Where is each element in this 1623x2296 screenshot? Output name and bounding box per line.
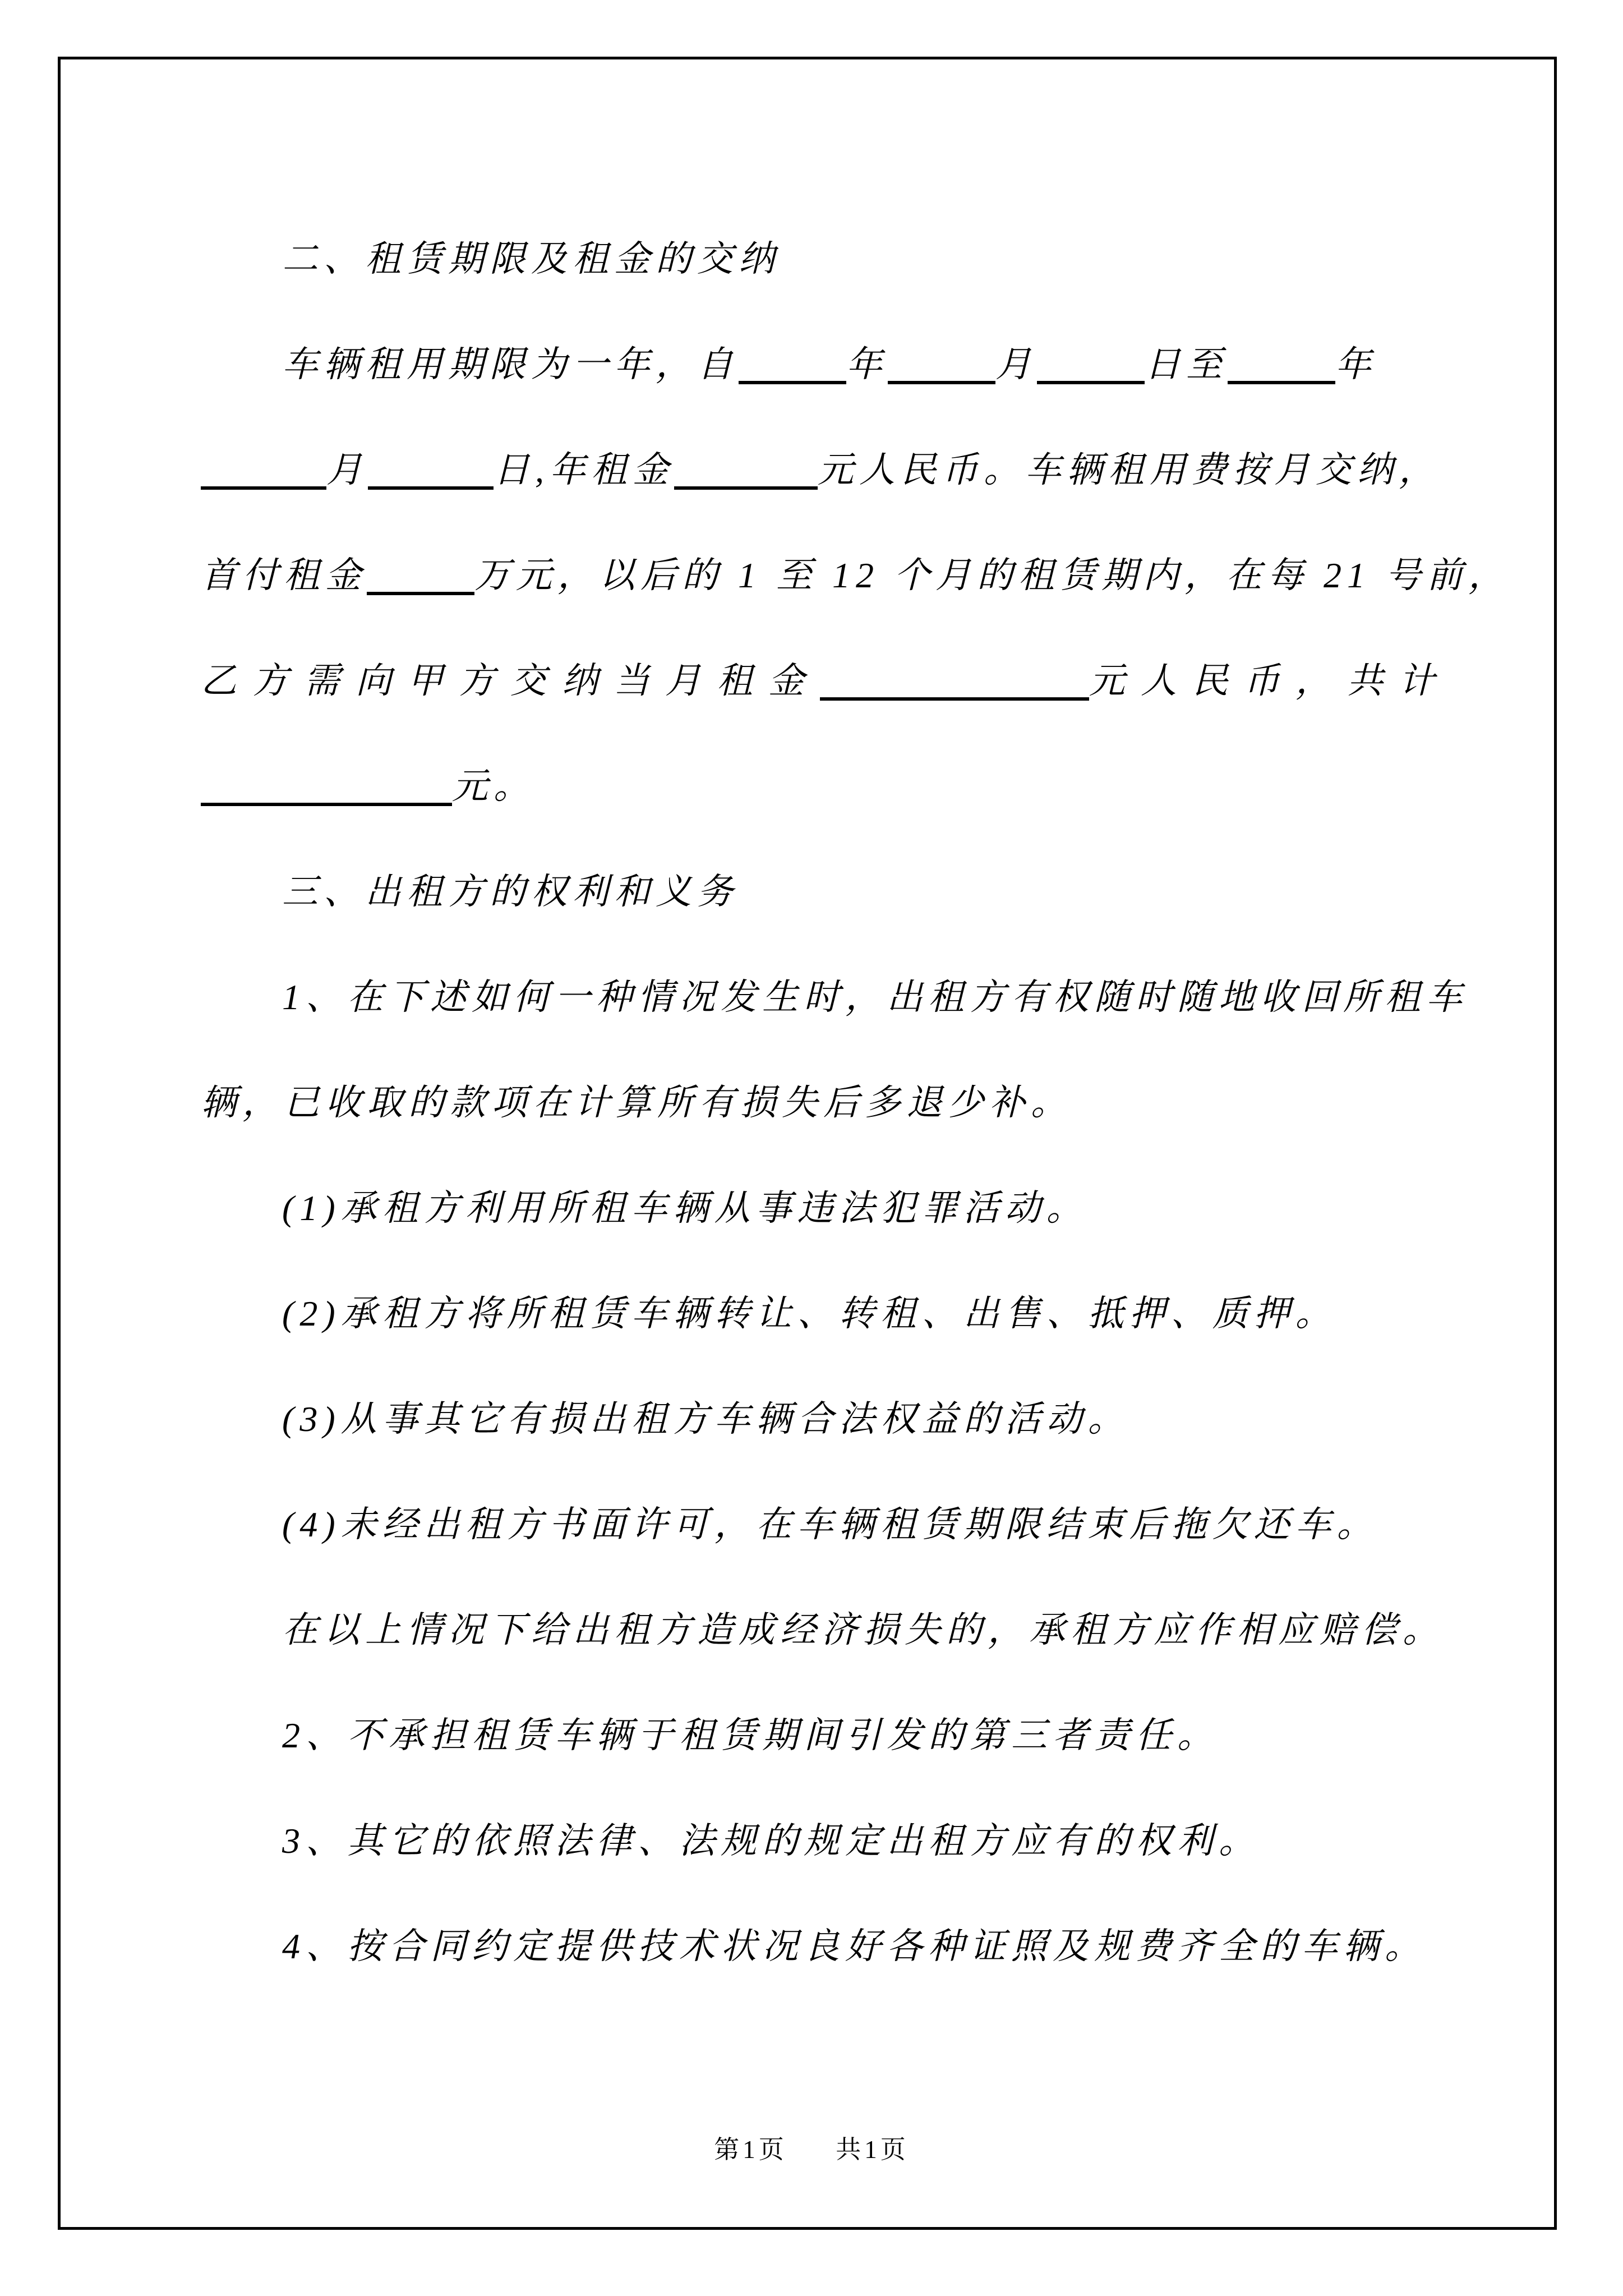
document-line [201,839,1440,945]
document-line [201,1683,1440,1788]
document-line [201,206,1440,312]
document-line [201,628,1450,734]
line-text: 4、按合同约定提供技术状况良好各种证照及规费齐全的车辆。 [282,1926,1426,1966]
line-text: 二、租赁期限及租金的交纳 [282,239,780,279]
fill-in-blank [674,486,818,490]
line-text: 1、在下述如何一种情况发生时，出租方有权随时随地收回所租车 [282,977,1468,1017]
fill-in-blank [739,381,846,384]
line-text: 元人民币。车辆租用费按月交纳， [818,450,1440,490]
line-text: (1)承租方利用所租车辆从事违法犯罪活动。 [282,1188,1088,1228]
document-line [201,1472,1440,1577]
fill-in-blank [368,486,494,490]
line-text: 在以上情况下给出租方造成经济损失的，承租方应作相应赔偿。 [282,1610,1444,1650]
document-line [201,1050,1440,1156]
line-text: 辆，已收取的款项在计算所有损失后多退少补。 [201,1083,1072,1122]
footer-total-pages: 共1页 [836,2136,909,2164]
document-line [201,945,1468,1050]
document-line [201,417,1440,523]
document-line [201,1261,1440,1366]
line-text: 2、不承担租赁车辆于租赁期间引发的第三者责任。 [282,1715,1219,1755]
line-text: 三、出租方的权利和义务 [282,872,739,912]
fill-in-blank [201,486,326,490]
document-line [201,312,1440,417]
line-text: 3、其它的依照法律、法规的规定出租方应有的权利。 [282,1821,1260,1861]
line-text: 日至 [1145,344,1228,384]
document-line [201,1366,1440,1472]
document-line [201,1788,1440,1894]
fill-in-blank [367,592,474,595]
fill-in-blank [201,803,452,806]
line-text: 年 [1335,344,1377,384]
fill-in-blank [820,697,1089,701]
document-line [201,1577,1444,1683]
line-text: 元。 [452,766,535,806]
line-text: (4)未经出租方书面许可，在车辆租赁期限结束后拖欠还车。 [282,1504,1378,1544]
line-text: (3)从事其它有损出租方车辆合法权益的活动。 [282,1399,1129,1439]
fill-in-blank [1037,381,1145,384]
line-text: 万元，以后的 1 至 12 个月的租赁期内，在每 21 号前， [474,555,1510,595]
fill-in-blank [888,381,995,384]
fill-in-blank [1228,381,1335,384]
line-text: 日,年租金 [494,450,674,490]
line-text: 乙方需向甲方交纳当月租金 [201,661,820,701]
line-text: (2)承租方将所租赁车辆转让、转租、出售、抵押、质押。 [282,1294,1337,1333]
document-content [201,206,1510,1999]
line-text: 年 [846,344,888,384]
document-line [201,1894,1440,1999]
line-text: 首付租金 [201,555,367,595]
document-line [201,1156,1440,1261]
page-footer [0,2129,1623,2165]
footer-page-number: 第1页 [714,2136,787,2164]
line-text: 车辆租用期限为一年，自 [282,344,739,384]
line-text: 月 [326,450,368,490]
line-text: 月 [995,344,1037,384]
line-text: 元人民币，共计 [1089,661,1450,701]
document-line [201,734,1440,839]
document-line [201,523,1510,628]
